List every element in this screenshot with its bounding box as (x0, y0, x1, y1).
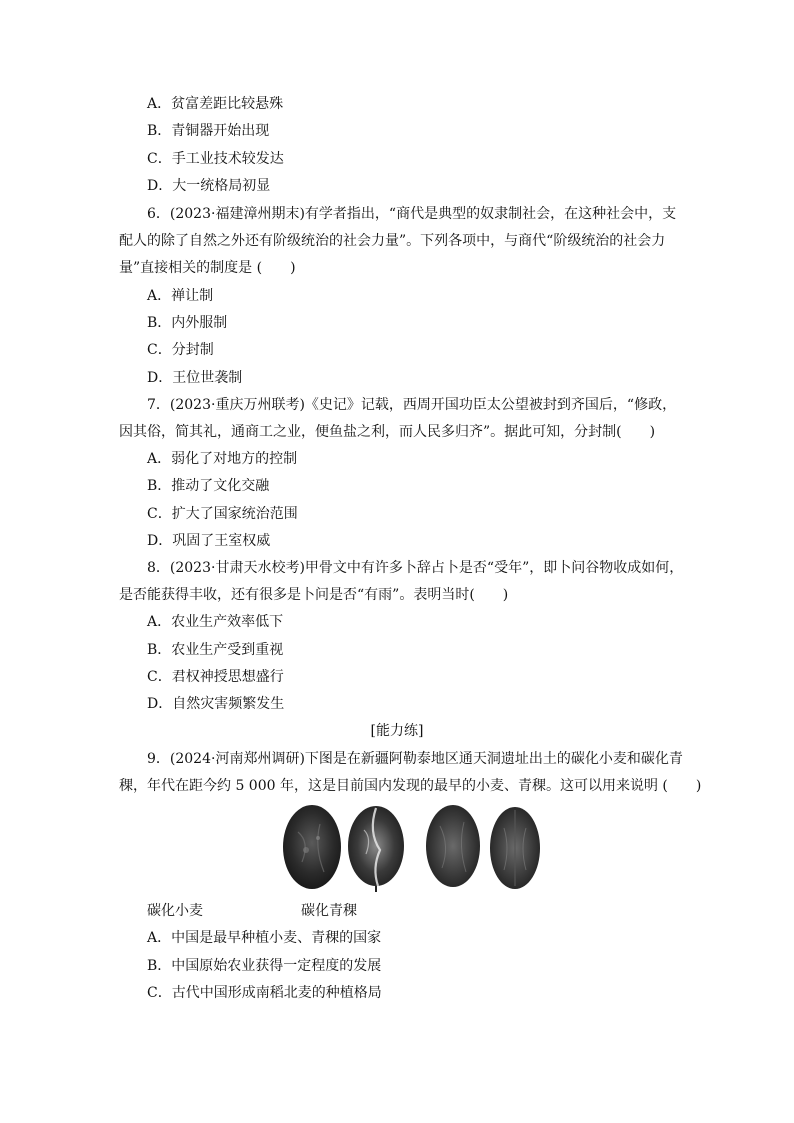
q8-option-c: C．君权神授思想盛行 (147, 669, 284, 685)
barley-grain-1 (426, 805, 480, 887)
q9-option-c: C．古代中国形成南稻北麦的种植格局 (147, 985, 382, 1001)
q5-option-b: B．青铜器开始出现 (147, 123, 270, 139)
q5-option-a: A．贫富差距比较悬殊 (147, 96, 284, 112)
q7-option-c: C．扩大了国家统治范围 (147, 506, 298, 522)
q5-option-d: D．大一统格局初显 (147, 178, 271, 194)
wheat-grain-2 (348, 806, 404, 892)
q6-option-b: B．内外服制 (147, 315, 228, 331)
q7-option-b: B．推动了文化交融 (147, 478, 270, 494)
carbonized-grains-figure (280, 802, 542, 894)
q8-stem-line-1: 8．(2023·甘肃天水校考)甲骨文中有许多卜辞占卜是否“受年”，即卜问谷物收成如何， (147, 560, 684, 576)
q6-option-a: A．禅让制 (147, 288, 214, 304)
q6-stem-line-3: 量”直接相关的制度是 ( ) (119, 260, 296, 276)
q9-option-a: A．中国是最早种植小麦、青稞的国家 (147, 930, 382, 946)
q9-option-b: B．中国原始农业获得一定程度的发展 (147, 958, 382, 974)
caption-carbonized-barley: 碳化青稞 (301, 903, 357, 919)
q7-stem-line-1: 7．(2023·重庆万州联考)《史记》记载，西周开国功臣太公望被封到齐国后，“修政， (147, 397, 677, 413)
q8-stem-line-2: 是否能获得丰收，还有很多是卜问是否“有雨”。表明当时( ) (119, 587, 509, 603)
caption-carbonized-wheat: 碳化小麦 (147, 903, 203, 919)
wheat-grain-1 (283, 805, 341, 889)
q9-stem-line-1: 9．(2024·河南郑州调研)下图是在新疆阿勒泰地区通天洞遗址出土的碳化小麦和碳化青 (147, 751, 683, 767)
q6-option-c: C．分封制 (147, 342, 214, 358)
section-title: [能力练] (370, 723, 424, 739)
q6-stem-line-1: 6．(2023·福建漳州期末)有学者指出，“商代是典型的奴隶制社会，在这种社会中，支 (147, 206, 677, 222)
q7-stem-line-2: 因其俗，简其礼，通商工之业，便鱼盐之利，而人民多归齐”。据此可知，分封制( ) (119, 424, 656, 440)
q7-option-d: D．巩固了王室权威 (147, 533, 271, 549)
q8-option-b: B．农业生产受到重视 (147, 642, 284, 658)
q5-option-c: C．手工业技术较发达 (147, 151, 284, 167)
barley-grain-2 (490, 807, 540, 889)
q9-stem-line-2: 稞，年代在距今约 5 000 年，这是目前国内发现的最早的小麦、青稞。这可以用来说明 ( ) (119, 778, 702, 794)
q8-option-a: A．农业生产效率低下 (147, 614, 284, 630)
q6-stem-line-2: 配人的除了自然之外还有阶级统治的社会力量”。下列各项中，与商代“阶级统治的社会力 (119, 233, 666, 249)
q7-option-a: A．弱化了对地方的控制 (147, 451, 298, 467)
q6-option-d: D．王位世袭制 (147, 370, 243, 386)
q8-option-d: D．自然灾害频繁发生 (147, 696, 285, 712)
